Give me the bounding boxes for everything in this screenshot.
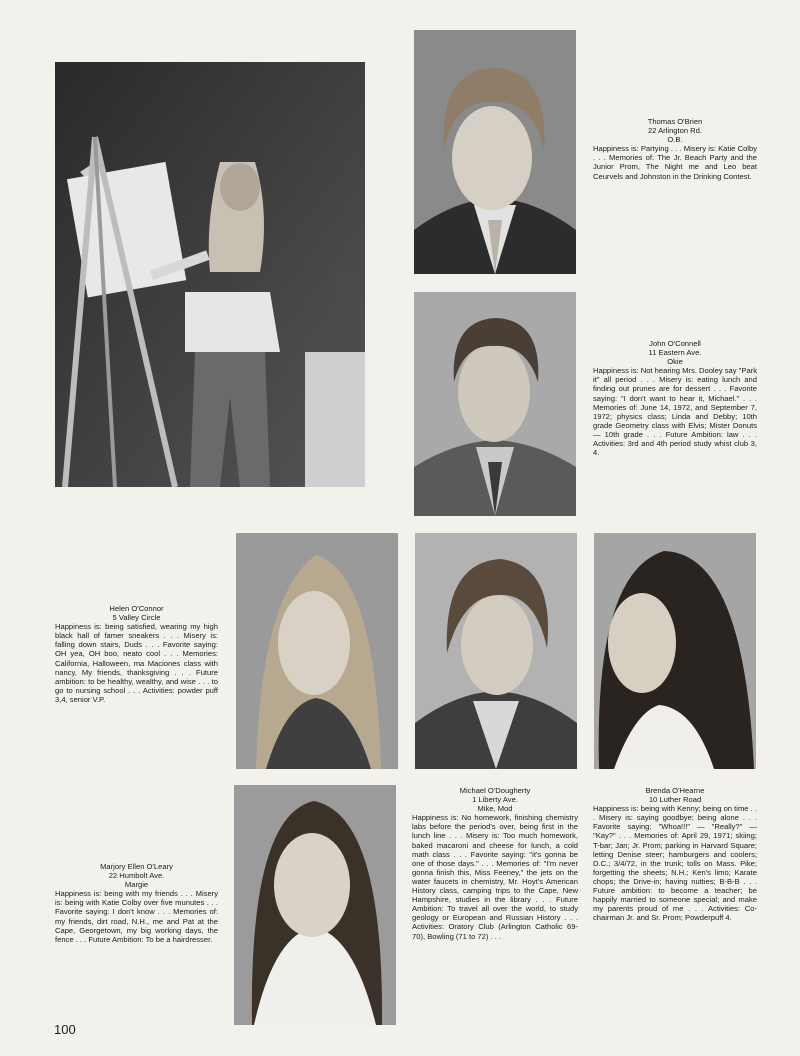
student-name: John O'Connell	[649, 339, 701, 348]
portrait-michael-odougherty	[415, 533, 577, 769]
student-name: Brenda O'Hearne	[645, 786, 705, 795]
student-name: Helen O'Connor	[109, 604, 164, 613]
student-nickname: Mike, Mod	[477, 804, 513, 814]
student-address: 10 Luther Road	[648, 795, 702, 805]
student-address: 1 Liberty Ave.	[472, 795, 518, 805]
student-address: 22 Arlington Rd.	[647, 126, 703, 136]
bio-brenda-ohearne	[593, 786, 757, 922]
student-bio: Happiness is: being with my friends . . . Misery is: being with Katie Colby over five munutes . . . Favorite saying: I don't know . . . Memories of: my friends, dirt road, N.H., me and Pat at the Cape, Georgetown, my big working days, the fence . . . Future Ambition: To be a hairdresser.	[55, 889, 218, 944]
bio-michael-odougherty	[412, 786, 578, 941]
bio-john-oconnell	[593, 339, 757, 457]
portrait-thomas-obrien	[414, 30, 576, 274]
portrait-john-oconnell	[414, 292, 576, 516]
student-bio: Happiness is: No homework, finishing chemistry labs before the period's over, being first in the lunch line . . . Misery is: Too much homework, baked macaroni and cheese for lunch, a cold math class . . . Favorite saying: "it's gonna be one of those days." . . . Memories of: "I'm never gonna finish this, Miss Feeney," the jets on the water faucets in chemistry, Mr. Hoyt's American History class, camping trips to the Cape, New Hampshire, studies in the library . . . Future Ambition: To travel all over the world, to study geology or European and Russian History . . . Activities: Oratory Club (Arlington Catholic 69-70), Bowling (71 to 72) . . .	[412, 813, 578, 941]
student-bio: Happiness is: Not hearing Mrs. Dooley say "Park it" all period . . . Misery is: eating lunch and finding out prunes are for dessert . . . Favorite saying: "I don't want to hear it, Michael." . . . Memories of: June 14, 1972, and September 7, 1972; physics class; Linda and Debby; 10th grade Geometry class with Elvis; Mister Donuts — 10th grade . . . Future Ambition: law . . . Activities: 3rd and 4th period study whist club 3, 4.	[593, 366, 757, 458]
student-address: 5 Valley Circle	[112, 613, 161, 623]
student-bio: Happiness is: being with Kenny; being on time . . . Misery is: saying goodbye; being alone . . . Favorite saying: "Whoa!!!" — "Really?" — "Kay?" . . . Memories of: April 29, 1971; skiing; T-bar; Jan; Jr. Prom; parking in Harvard Square; letting Denise steer; hamburgers and coolers; D.C.; 3/4/72, in the trunk; tolls on Mass. Pike; forgetting the sheets; N.H.; Ken's limo; Karate chops; the Drive-in; having nutties; B-B-B . . . Future ambition: to become a teacher; be happily married to someone special; and make my parents proud of me . . . Activities: Co-chairman Jr. and Sr. Prom; Powderpuff 4.	[593, 804, 757, 923]
student-name: Thomas O'Brien	[647, 117, 703, 126]
student-nickname: Okie	[667, 357, 683, 367]
page-number: 100	[54, 1022, 76, 1037]
bio-marjory-oleary	[55, 862, 218, 944]
candid-photo-art-student	[55, 62, 365, 487]
student-nickname: O.B.	[667, 135, 683, 145]
student-address: 22 Humbolt Ave.	[108, 871, 165, 881]
portrait-marjory-oleary	[234, 785, 396, 1025]
portrait-helen-oconnor	[236, 533, 398, 769]
student-bio: Happiness is: being satisfied, wearing my high black hall of famer sneakers . . . Misery is: falling down stairs, Duds . . . Favorite saying: OH yea, OH boo, neato cool . . . Memories: California, Halloween, ma Maciones class with nancy, My friends, thanksgiving . . . Future ambition: to be healthy, wealthy, and wise . . . to go to nursing school . . . Activities: powder puff 3,4, senior V.P.	[55, 622, 218, 704]
student-name: Marjory Ellen O'Leary	[100, 862, 173, 871]
portrait-brenda-ohearne	[594, 533, 756, 769]
student-name: Michael O'Dougherty	[459, 786, 531, 795]
student-bio: Happiness is: Partying . . . Misery is: Katie Colby . . . Memories of: The Jr. Beach Party and the Junior Prom, The Night me and Leo beat Ceurvels and Johnston in the Drinking Contest.	[593, 144, 757, 181]
bio-thomas-obrien	[593, 117, 757, 181]
student-nickname: Margie	[124, 880, 149, 890]
bio-helen-oconnor	[55, 604, 218, 704]
student-address: 11 Eastern Ave.	[648, 348, 702, 358]
